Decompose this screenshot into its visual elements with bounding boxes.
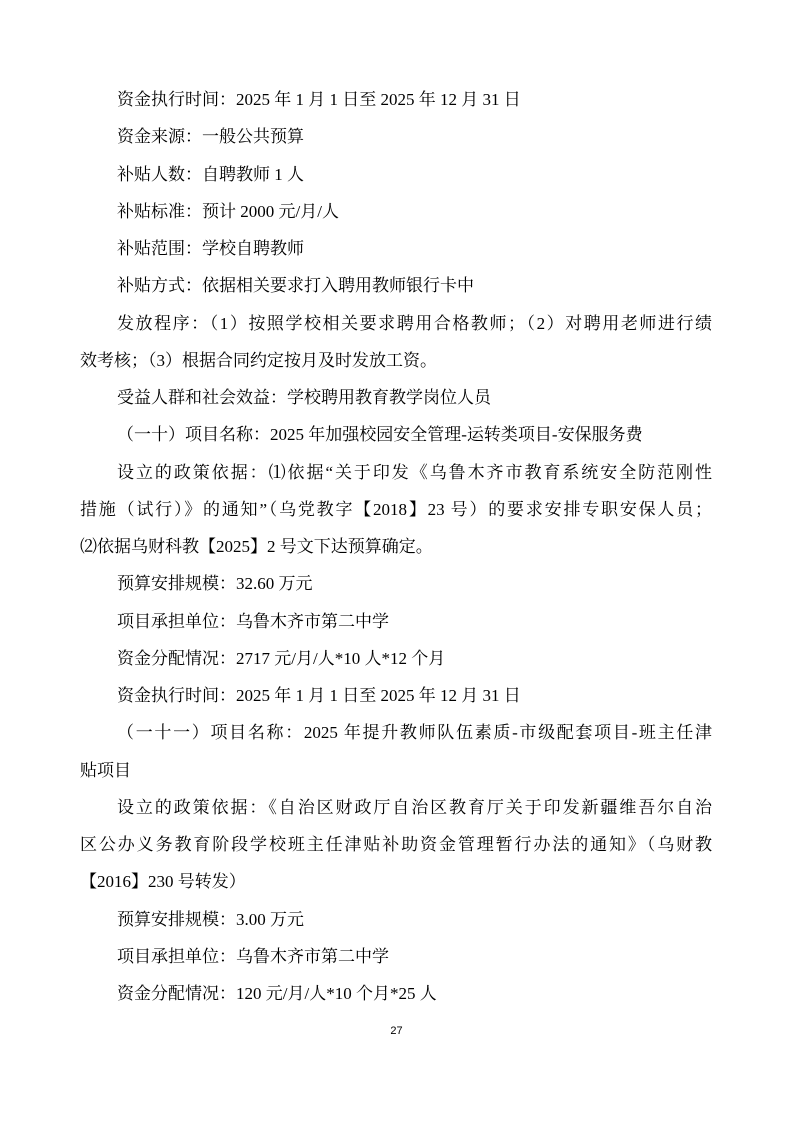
text-line: 资金来源：一般公共预算	[117, 127, 304, 147]
text-line: （一十一）项目名称：2025 年提升教师队伍素质-市级配套项目-班主任津	[117, 723, 712, 743]
page-number: 27	[390, 1025, 403, 1037]
paragraph-beneficiaries	[80, 379, 712, 416]
paragraph-project-11-fund-allocation	[80, 975, 712, 1012]
text-line: 补贴范围：学校自聘教师	[117, 239, 304, 258]
text-line: ⑵依据乌财科教【2025】2 号文下达预算确定。	[80, 537, 433, 556]
paragraph-project-10-fund-execution-time	[80, 677, 712, 714]
paragraph-project-10-fund-allocation	[80, 640, 712, 677]
text-line: 项目承担单位：乌鲁木齐市第二中学	[117, 946, 389, 966]
text-line: （一十）项目名称：2025 年加强校园安全管理-运转类项目-安保服务费	[117, 425, 643, 445]
paragraph-fund-source	[80, 118, 712, 155]
text-line: 发放程序：（1）按照学校相关要求聘用合格教师；（2）对聘用老师进行绩	[117, 313, 712, 333]
paragraph-project-11-undertaking-unit	[80, 938, 712, 975]
paragraph-subsidy-standard	[80, 193, 712, 230]
text-line: 资金分配情况：120 元/月/人*10 个月*25 人	[117, 984, 437, 1003]
text-line: 补贴方式：依据相关要求打入聘用教师银行卡中	[117, 276, 474, 296]
text-line: 设立的政策依据：《自治区财政厅自治区教育厅关于印发新疆维吾尔自治	[117, 797, 712, 817]
text-line: 措施（试行）》的通知”（乌党教字【2018】23 号）的要求安排专职安保人员；	[80, 499, 712, 519]
text-line: 项目承担单位：乌鲁木齐市第二中学	[117, 611, 389, 631]
text-line: 贴项目	[80, 760, 131, 780]
text-line: 受益人群和社会效益：学校聘用教育教学岗位人员	[117, 388, 491, 407]
text-line: 【2016】230 号转发）	[80, 872, 246, 892]
text-line: 资金执行时间：2025 年 1 月 1 日至 2025 年 12 月 31 日	[117, 90, 521, 109]
paragraph-project-11-budget	[80, 901, 712, 938]
paragraph-project-11-name	[80, 714, 712, 789]
text-line: 效考核；（3）根据合同约定按月及时发放工资。	[80, 350, 437, 370]
paragraph-project-10-budget	[80, 565, 712, 602]
text-line: 补贴人数：自聘教师 1 人	[117, 164, 304, 184]
paragraph-project-11-policy-basis	[80, 789, 712, 901]
text-line: 预算安排规模：32.60 万元	[117, 574, 313, 594]
paragraph-project-10-name	[80, 416, 712, 453]
paragraph-project-10-undertaking-unit	[80, 603, 712, 640]
document-body	[80, 81, 712, 1012]
text-line: 设立的政策依据：⑴依据“关于印发《乌鲁木齐市教育系统安全防范刚性	[117, 462, 712, 482]
text-line: 资金分配情况：2717 元/月/人*10 人*12 个月	[117, 648, 446, 668]
paragraph-subsidy-method	[80, 267, 712, 304]
text-line: 区公办义务教育阶段学校班主任津贴补助资金管理暂行办法的通知》（乌财教	[80, 835, 712, 854]
text-line: 预算安排规模：3.00 万元	[117, 909, 304, 929]
paragraph-subsidy-count	[80, 156, 712, 193]
text-line: 补贴标准：预计 2000 元/月/人	[117, 201, 339, 221]
paragraph-subsidy-scope	[80, 230, 712, 267]
paragraph-fund-execution-time	[80, 81, 712, 118]
paragraph-project-10-policy-basis	[80, 454, 712, 566]
paragraph-payment-procedure	[80, 305, 712, 380]
text-line: 资金执行时间：2025 年 1 月 1 日至 2025 年 12 月 31 日	[117, 686, 521, 705]
